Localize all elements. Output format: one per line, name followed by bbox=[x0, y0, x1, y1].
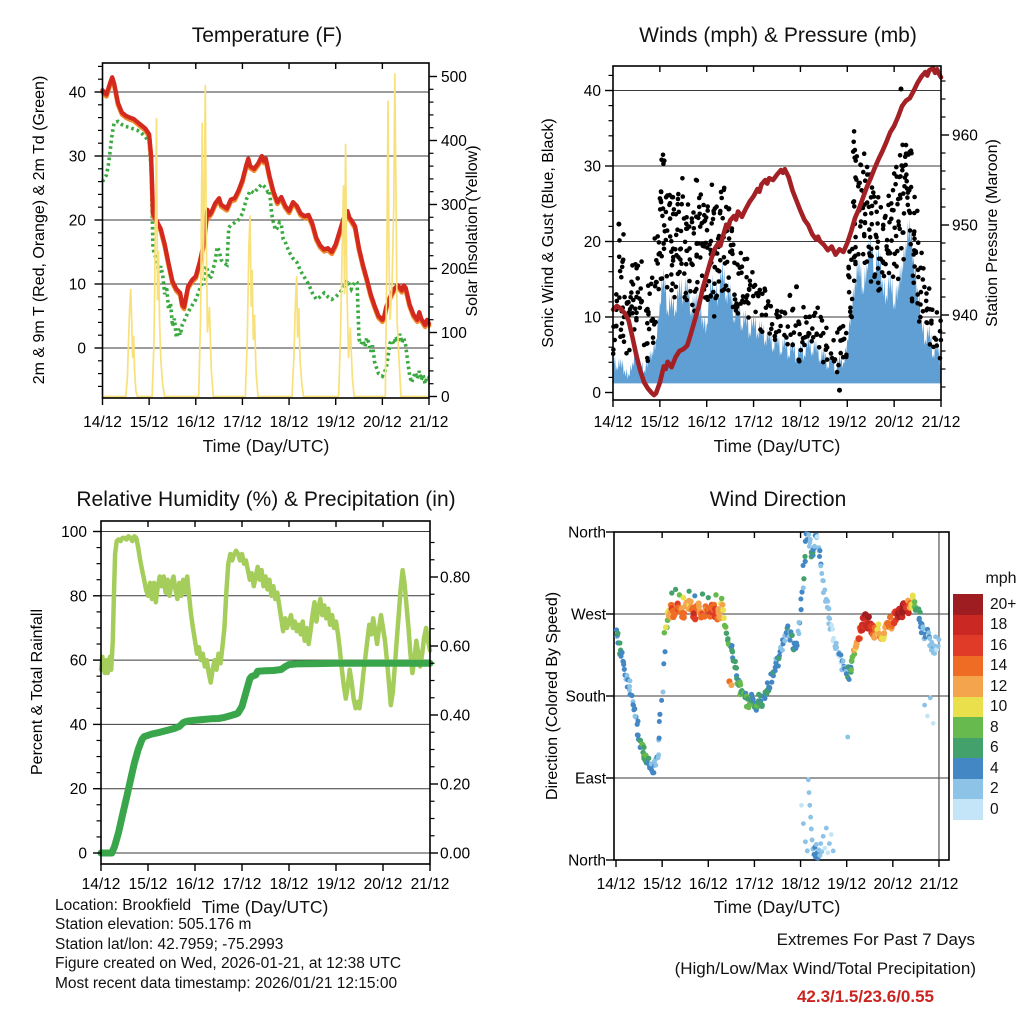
temperature-x-axis-title: Time (Day/UTC) bbox=[202, 436, 330, 456]
svg-text:960: 960 bbox=[952, 127, 978, 145]
pressure-y-axis-title: Station Pressure (Maroon) bbox=[984, 139, 1001, 327]
colorbar-cell bbox=[953, 738, 983, 759]
colorbar-label: 0 bbox=[990, 800, 999, 818]
extremes-values: 42.3/1.5/23.6/0.55 bbox=[796, 987, 934, 1006]
svg-text:60: 60 bbox=[69, 652, 87, 670]
svg-text:0.20: 0.20 bbox=[440, 776, 471, 794]
svg-text:North: North bbox=[568, 852, 606, 870]
colorbar-label: 12 bbox=[990, 677, 1008, 695]
figure-created-timestamp: Figure created on Wed, 2026-01-21, at 12:38 UTC bbox=[55, 955, 402, 973]
temperature-y-axis-title: 2m & 9m T (Red, Orange) & 2m Td (Green) bbox=[31, 75, 48, 385]
svg-text:20/12: 20/12 bbox=[363, 876, 403, 893]
svg-text:100: 100 bbox=[61, 524, 87, 541]
colorbar-label: 16 bbox=[990, 636, 1008, 654]
svg-text:40: 40 bbox=[68, 84, 86, 102]
colorbar-label: 8 bbox=[990, 718, 999, 736]
colorbar-label: 4 bbox=[990, 759, 999, 777]
svg-text:20: 20 bbox=[68, 212, 86, 230]
svg-text:18/12: 18/12 bbox=[781, 414, 820, 431]
svg-text:14/12: 14/12 bbox=[596, 876, 636, 893]
colorbar-cell bbox=[953, 717, 983, 738]
colorbar-cell bbox=[953, 656, 983, 677]
wind-direction-y-axis-title: Direction (Colored By Speed) bbox=[544, 591, 561, 801]
svg-text:17/12: 17/12 bbox=[734, 414, 773, 431]
svg-text:North: North bbox=[568, 524, 606, 542]
svg-text:15/12: 15/12 bbox=[129, 414, 169, 431]
svg-text:17/12: 17/12 bbox=[222, 876, 262, 893]
svg-text:18/12: 18/12 bbox=[781, 876, 820, 893]
svg-text:19/12: 19/12 bbox=[827, 876, 867, 893]
colorbar-cell bbox=[953, 615, 983, 636]
svg-text:80: 80 bbox=[69, 588, 87, 606]
svg-text:20/12: 20/12 bbox=[874, 414, 914, 431]
colorbar-cell bbox=[953, 594, 983, 615]
svg-text:14/12: 14/12 bbox=[593, 414, 633, 431]
colorbar-label: 14 bbox=[990, 657, 1008, 674]
svg-text:200: 200 bbox=[441, 261, 467, 278]
svg-text:30: 30 bbox=[68, 148, 86, 166]
svg-text:10: 10 bbox=[583, 309, 601, 327]
colorbar-label: 20+ bbox=[990, 595, 1017, 613]
svg-text:20/12: 20/12 bbox=[362, 414, 402, 431]
colorbar-cell bbox=[953, 676, 983, 697]
svg-text:40: 40 bbox=[583, 83, 601, 100]
svg-text:16/12: 16/12 bbox=[687, 414, 727, 431]
svg-text:400: 400 bbox=[441, 133, 467, 150]
colorbar-label: 10 bbox=[990, 698, 1008, 715]
svg-text:10: 10 bbox=[68, 276, 86, 294]
svg-text:0: 0 bbox=[592, 385, 601, 402]
svg-text:16/12: 16/12 bbox=[175, 876, 215, 893]
wind-y-axis-title: Sonic Wind & Gust (Blue, Black) bbox=[540, 118, 557, 348]
solar-y-axis-title: Solar Insolation (Yellow) bbox=[464, 145, 481, 317]
winds-pressure-panel bbox=[584, 66, 978, 431]
temperature-panel bbox=[69, 63, 467, 431]
svg-text:0: 0 bbox=[441, 389, 450, 406]
svg-text:20: 20 bbox=[583, 234, 601, 251]
svg-text:19/12: 19/12 bbox=[827, 414, 867, 431]
wind-direction-panel bbox=[565, 525, 958, 894]
svg-text:16/12: 16/12 bbox=[688, 876, 728, 893]
svg-text:20/12: 20/12 bbox=[873, 876, 913, 893]
svg-text:14/12: 14/12 bbox=[83, 414, 122, 431]
svg-text:21/12: 21/12 bbox=[919, 876, 959, 893]
humidity-y-axis-title: Percent & Total Rainfall bbox=[29, 608, 46, 776]
svg-text:0: 0 bbox=[77, 340, 86, 358]
svg-text:South: South bbox=[565, 688, 606, 706]
svg-text:950: 950 bbox=[952, 217, 978, 235]
humidity-panel-title: Relative Humidity (%) & Precipitation (in) bbox=[76, 488, 456, 511]
colorbar-label: 2 bbox=[990, 780, 999, 797]
svg-text:0.60: 0.60 bbox=[440, 638, 471, 656]
svg-text:16/12: 16/12 bbox=[176, 414, 216, 431]
colorbar-cell bbox=[953, 758, 983, 779]
colorbar-title: mph bbox=[985, 570, 1017, 587]
svg-text:14/12: 14/12 bbox=[81, 876, 121, 893]
temperature-panel-title: Temperature (F) bbox=[191, 24, 343, 47]
extremes-subtitle: (High/Low/Max Wind/Total Precipitation) bbox=[674, 959, 976, 978]
svg-text:18/12: 18/12 bbox=[269, 414, 309, 431]
svg-text:15/12: 15/12 bbox=[128, 876, 168, 893]
svg-text:20: 20 bbox=[69, 781, 87, 799]
svg-text:0.00: 0.00 bbox=[440, 845, 471, 863]
svg-text:21/12: 21/12 bbox=[410, 876, 450, 893]
svg-text:19/12: 19/12 bbox=[316, 414, 356, 431]
svg-text:0: 0 bbox=[78, 845, 87, 863]
colorbar-cell bbox=[953, 799, 983, 820]
station-location: Location: Brookfield bbox=[55, 897, 192, 914]
colorbar-label: 6 bbox=[990, 739, 999, 756]
svg-text:100: 100 bbox=[441, 325, 467, 342]
svg-text:40: 40 bbox=[69, 716, 87, 734]
station-latlon: Station lat/lon: 42.7959; -75.2993 bbox=[55, 935, 284, 953]
svg-text:West: West bbox=[570, 606, 606, 624]
svg-text:21/12: 21/12 bbox=[921, 414, 961, 431]
svg-text:17/12: 17/12 bbox=[223, 414, 262, 431]
station-info-block bbox=[55, 896, 401, 993]
svg-text:940: 940 bbox=[952, 307, 978, 325]
svg-text:0.80: 0.80 bbox=[440, 569, 471, 587]
wind-direction-panel-title: Wind Direction bbox=[709, 488, 847, 511]
svg-text:19/12: 19/12 bbox=[316, 876, 356, 893]
svg-text:30: 30 bbox=[583, 158, 601, 176]
svg-text:18/12: 18/12 bbox=[269, 876, 309, 893]
extremes-title: Extremes For Past 7 Days bbox=[776, 930, 975, 949]
colorbar-cell bbox=[953, 779, 983, 800]
wind-direction-x-axis-title: Time (Day/UTC) bbox=[713, 897, 841, 917]
svg-text:17/12: 17/12 bbox=[735, 876, 774, 893]
colorbar-label: 18 bbox=[990, 616, 1008, 633]
svg-text:0.40: 0.40 bbox=[440, 707, 471, 725]
colorbar-cell bbox=[953, 635, 983, 656]
most-recent-data-timestamp: Most recent data timestamp: 2026/01/21 12:15:00 bbox=[55, 974, 398, 992]
svg-text:15/12: 15/12 bbox=[640, 414, 680, 431]
humidity-x-axis-title: Time (Day/UTC) bbox=[201, 897, 329, 917]
svg-text:500: 500 bbox=[441, 69, 467, 86]
station-elevation: Station elevation: 505.176 m bbox=[55, 916, 252, 934]
svg-text:21/12: 21/12 bbox=[409, 414, 449, 431]
winds-x-axis-title: Time (Day/UTC) bbox=[713, 436, 841, 456]
svg-text:15/12: 15/12 bbox=[642, 876, 682, 893]
humidity-precip-panel bbox=[61, 521, 470, 893]
winds-panel-title: Winds (mph) & Pressure (mb) bbox=[639, 24, 917, 47]
colorbar-cell bbox=[953, 697, 983, 718]
svg-text:300: 300 bbox=[441, 197, 467, 214]
svg-text:East: East bbox=[574, 770, 606, 788]
